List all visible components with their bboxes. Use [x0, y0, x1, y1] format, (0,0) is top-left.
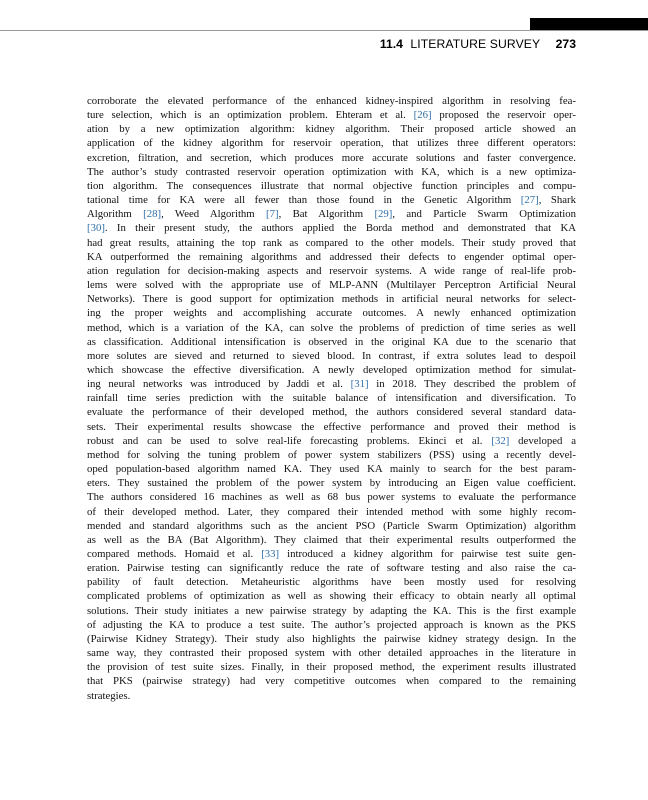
text-run: application of the kidney algorithm for reservoir operation, that utilizes three different operators:	[87, 137, 576, 150]
text-run: mended and standard algorithms such as the ancient PSO (Particle Swarm Optimization) algorithm	[87, 519, 576, 532]
text-line	[87, 646, 576, 660]
text-line	[87, 604, 576, 618]
text-run: which showcase the effective diversification. A newly developed optimization method for simulat-	[87, 363, 576, 376]
text-run: the provision of test suite sizes. Finally, in their proposed method, the experiment results illustrated	[87, 661, 576, 674]
text-line	[87, 448, 576, 462]
text-run: ing the proper weights and accomplishing accurate outcomes. A newly enhanced optimization	[87, 307, 576, 320]
text-run: more solutes are sieved and returned to sieved blood. In contrast, if extra solutes lead to despoil	[87, 349, 576, 362]
citation-link[interactable]: [29]	[374, 208, 393, 221]
body-paragraph	[87, 94, 576, 703]
text-line	[87, 618, 576, 632]
text-line	[87, 589, 576, 603]
text-run: Networks). There is good support for optimization methods in artificial neural networks for select-	[87, 293, 576, 306]
text-line	[87, 321, 576, 335]
text-line	[87, 221, 576, 235]
citation-link[interactable]: [31]	[350, 378, 369, 391]
text-run: pability of fault detection. Metaheuristic algorithms have been mostly used for resolving	[87, 576, 576, 589]
text-line	[87, 236, 576, 250]
text-run: of adjusting the KA to produce a test suite. The author’s projected approach is known as the PKS	[87, 618, 576, 631]
text-run: sets. Their experimental results showcase the effective performance and proved their method is	[87, 420, 576, 433]
text-line	[87, 689, 576, 703]
text-run: KA outperformed the remaining algorithms and addressed their defects to engender optimal oper-	[87, 250, 576, 263]
text-run: excretion, filtration, and secretion, which produces more accurate solutions and faster convergence.	[87, 151, 576, 164]
text-run: rainfall time series prediction with the suitable balance of intensification and diversification. To	[87, 392, 576, 405]
text-line	[87, 533, 576, 547]
text-line	[87, 519, 576, 533]
citation-link[interactable]: [26]	[413, 109, 432, 122]
text-line	[87, 108, 576, 122]
text-run: introduced a kidney algorithm for pairwise test suite gen-	[279, 548, 576, 560]
section-number: 11.4	[379, 37, 403, 51]
text-run: tion algorithm. The consequences illustrate that normal objective function principles and compu-	[87, 179, 576, 192]
citation-link[interactable]: [32]	[491, 434, 510, 447]
text-run: ture selection, which is an optimization problem. Ehteram et al.	[87, 109, 414, 122]
text-run: evaluate the performance of their developed method, the authors considered several standard data-	[87, 406, 576, 419]
text-run: The author’s study contrasted reservoir operation optimization with KA, which is a new optimiza-	[87, 165, 576, 178]
text-line	[87, 278, 576, 292]
text-line	[87, 165, 576, 179]
text-run: corroborate the elevated performance of the enhanced kidney-inspired algorithm in resolving fea-	[87, 95, 576, 107]
text-line	[87, 377, 576, 391]
text-run: solutions. Their study initiates a new pairwise strategy by adapting the KA. This is the first example	[87, 604, 576, 617]
text-line	[87, 660, 576, 674]
text-line	[87, 306, 576, 320]
text-run: in 2018. They described the problem of	[368, 378, 577, 391]
page-number: 273	[555, 37, 576, 51]
text-run: oped population-based algorithm named KA. They used KA mainly to search for the best param-	[87, 463, 576, 476]
text-run: , and Particle Swarm Optimization	[392, 208, 577, 221]
text-line	[87, 349, 576, 363]
text-run: as classification. Additional intensification is observed in the original KA due to the scenario that	[87, 335, 576, 348]
text-line	[87, 434, 576, 448]
citation-link[interactable]: [30]	[87, 222, 105, 235]
text-run: , Bat Algorithm	[278, 208, 375, 221]
header-black-bar	[530, 18, 648, 30]
text-run: eration. Pairwise testing can significantly reduce the rate of software testing and also raise the ca-	[87, 562, 576, 575]
text-line	[87, 476, 576, 490]
text-run: eters. They sustained the problem of the power system by introducing an Eigen value coefficient.	[87, 477, 576, 490]
text-line	[87, 505, 576, 519]
text-run: . In their present study, the authors applied the Borda method and demonstrated that KA	[104, 222, 576, 235]
text-line	[87, 335, 576, 349]
text-line	[87, 363, 576, 377]
header-rule	[0, 30, 648, 31]
text-line	[87, 136, 576, 150]
text-run: method for solving the tuning problem of power system stabilizers (PSS) using a recently devel-	[87, 448, 576, 461]
text-run: compared methods. Homaid et al.	[87, 548, 262, 560]
text-line	[87, 207, 576, 221]
text-run: of their developed method. Later, they compared their intended method with some highly recom-	[87, 505, 576, 518]
text-run: had great results, attaining the top rank as compared to the other models. Their study proved that	[87, 236, 576, 249]
text-run: proposed the reservoir oper-	[431, 109, 576, 122]
text-line	[87, 122, 576, 136]
text-line	[87, 632, 576, 646]
citation-link[interactable]: [33]	[261, 548, 280, 560]
text-run: strategies.	[87, 689, 131, 702]
text-run: that PKS (pairwise strategy) had very competitive outcomes when compared to the remaining	[87, 675, 576, 688]
citation-link[interactable]: [28]	[143, 208, 162, 221]
text-line	[87, 292, 576, 306]
text-run: ation by a new optimization algorithm: kidney algorithm. Their proposed article showed an	[87, 123, 576, 136]
text-line	[87, 547, 576, 561]
text-line	[87, 94, 576, 108]
text-run: ation regulation for decision-making aspects and reservoir systems. A wide range of real-life prob-	[87, 264, 576, 277]
text-line	[87, 405, 576, 419]
text-line	[87, 264, 576, 278]
citation-link[interactable]: [27]	[520, 194, 539, 207]
text-line	[87, 420, 576, 434]
text-run: , Shark	[538, 194, 576, 207]
text-run: (Pairwise Kidney Strategy). Their study also highlights the pairwise kidney strategy design. In the	[87, 632, 576, 645]
text-run: method, which is a variation of the KA, can solve the problems of prediction of time series as well	[87, 321, 576, 334]
running-head	[380, 37, 576, 51]
citation-link[interactable]: [7]	[266, 208, 279, 221]
text-line	[87, 674, 576, 688]
text-run: tational time for KA were all fewer than those found in the Genetic Algorithm	[87, 194, 521, 207]
text-run: , Weed Algorithm	[161, 208, 267, 221]
text-line	[87, 575, 576, 589]
text-run: developed a	[509, 434, 577, 447]
text-line	[87, 391, 576, 405]
text-line	[87, 462, 576, 476]
section-title: LITERATURE SURVEY	[410, 37, 541, 51]
text-run: robust and can be used to solve real-life forecasting problems. Ekinci et al.	[87, 434, 492, 447]
text-run: Algorithm	[87, 208, 144, 221]
text-line	[87, 193, 576, 207]
text-line	[87, 179, 576, 193]
text-run: same way, they contrasted their proposed system with other detailed approaches in the literature in	[87, 647, 576, 660]
text-run: The authors considered 16 machines as well as 68 bus power systems to evaluate the performance	[87, 491, 576, 504]
text-run: as well as the BA (Bat Algorithm). They claimed that their experimental results outperformed the	[87, 533, 576, 546]
text-line	[87, 250, 576, 264]
text-run: complicated problems of optimization as well as showing their efficacy to obtain nearly all optimal	[87, 590, 576, 603]
text-line	[87, 561, 576, 575]
text-line	[87, 490, 576, 504]
text-line	[87, 151, 576, 165]
text-run: ing neural networks was introduced by Jaddi et al.	[87, 378, 351, 391]
text-run: lems were solved with the appropriate use of MLP-ANN (Multilayer Perceptron Artificial Neural	[87, 279, 576, 292]
